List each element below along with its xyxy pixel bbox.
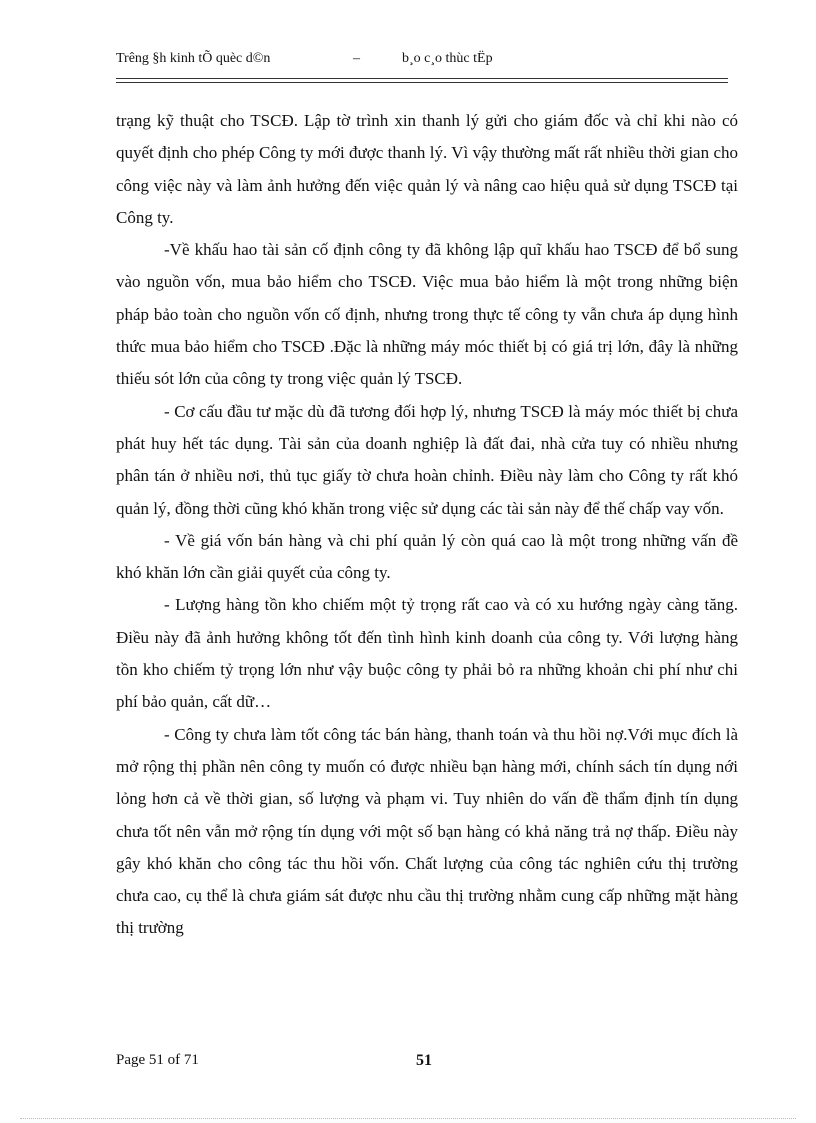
paragraph-inventory: - Lượng hàng tồn kho chiếm một tỷ trọng rất cao và có xu hướng ngày càng tăng. Điều này đã ảnh hưởng không tốt đến tình hình kinh doanh của công ty. Với lượng hàng tồn kho chiếm tỷ trọng lớn như vậy buộc công ty phải bỏ ra những khoản chi phí như chi phí bảo quản, cất dữ… — [116, 595, 738, 712]
page-bottom-edge — [20, 1118, 796, 1119]
paragraph-sales-and-debt: - Công ty chưa làm tốt công tác bán hàng, thanh toán và thu hồi nợ.Với mục đích là mở rộng thị phần nên công ty muốn có được nhiều bạn hàng mới, chính sách tín dụng nới lỏng hơn cả về thời gian, số lượng và phạm vi. Tuy nhiên do vấn đề thẩm định tín dụng chưa tốt nên vẫn mở rộng tín dụng với một số bạn hàng có khả năng trả nợ thấp. Điều này gây khó khăn cho công tác thu hồi vốn. Chất lượng của công tác nghiên cứu thị trường chưa cao, cụ thể là chưa giám sát được nhu cầu thị trường nhằm cung cấp những mặt hàng thị trường — [116, 724, 738, 938]
paragraph-investment-structure: - Cơ cấu đầu tư mặc dù đã tương đối hợp lý, nhưng TSCĐ là máy móc thiết bị chưa phát huy hết tác dụng. Tài sản của doanh nghiệp là đất đai, nhà cửa tuy có nhiều nhưng phân tán ở nhiều nơi, thủ tục giấy tờ chưa hoàn chỉnh. Điều này làm cho Công ty rất khó quản lý, đồng thời cũng khó khăn trong việc sử dụng các tài sản này để thế chấp vay vốn. — [116, 401, 738, 518]
footer-page-label: Page 51 of 71 — [116, 1052, 199, 1068]
paragraph-cost-of-sales: - Về giá vốn bán hàng và chi phí quản lý còn quá cao là một trong những vấn đề khó khăn lớn cần giải quyết của công ty. — [116, 530, 738, 583]
document-body — [116, 105, 738, 945]
footer-page-number: 51 — [416, 1052, 432, 1069]
header-school-name: Trêng §h kinh tÕ quèc d©n — [116, 51, 271, 66]
header-double-rule — [116, 78, 728, 83]
paragraph-continuation: trạng kỹ thuật cho TSCĐ. Lập tờ trình xin thanh lý gửi cho giám đốc và chỉ khi nào có quyết định cho phép Công ty mới được thanh lý. Vì vậy thường mất rất nhiều thời gian cho công việc này và làm ảnh hưởng đến việc quản lý và nâng cao hiệu quả sử dụng TSCĐ tại Công ty. — [116, 111, 738, 227]
header-separator: – — [353, 51, 360, 66]
paragraph-depreciation: -Về khấu hao tài sản cố định công ty đã không lập quĩ khấu hao TSCĐ để bổ sung vào nguồn vốn, mua bảo hiểm cho TSCĐ. Việc mua bảo hiểm là một trong những biện pháp bảo toàn cho nguồn vốn cố định, nhưng trong thực tế công ty vẫn chưa áp dụng hình thức mua bảo hiểm cho TSCĐ .Đặc là những máy móc thiết bị có giá trị lớn, đây là những thiếu sót lớn của công ty trong việc quản lý TSCĐ. — [116, 240, 738, 389]
page-footer — [116, 1052, 736, 1074]
header-report-title: b¸o c¸o thùc tËp — [402, 51, 493, 66]
